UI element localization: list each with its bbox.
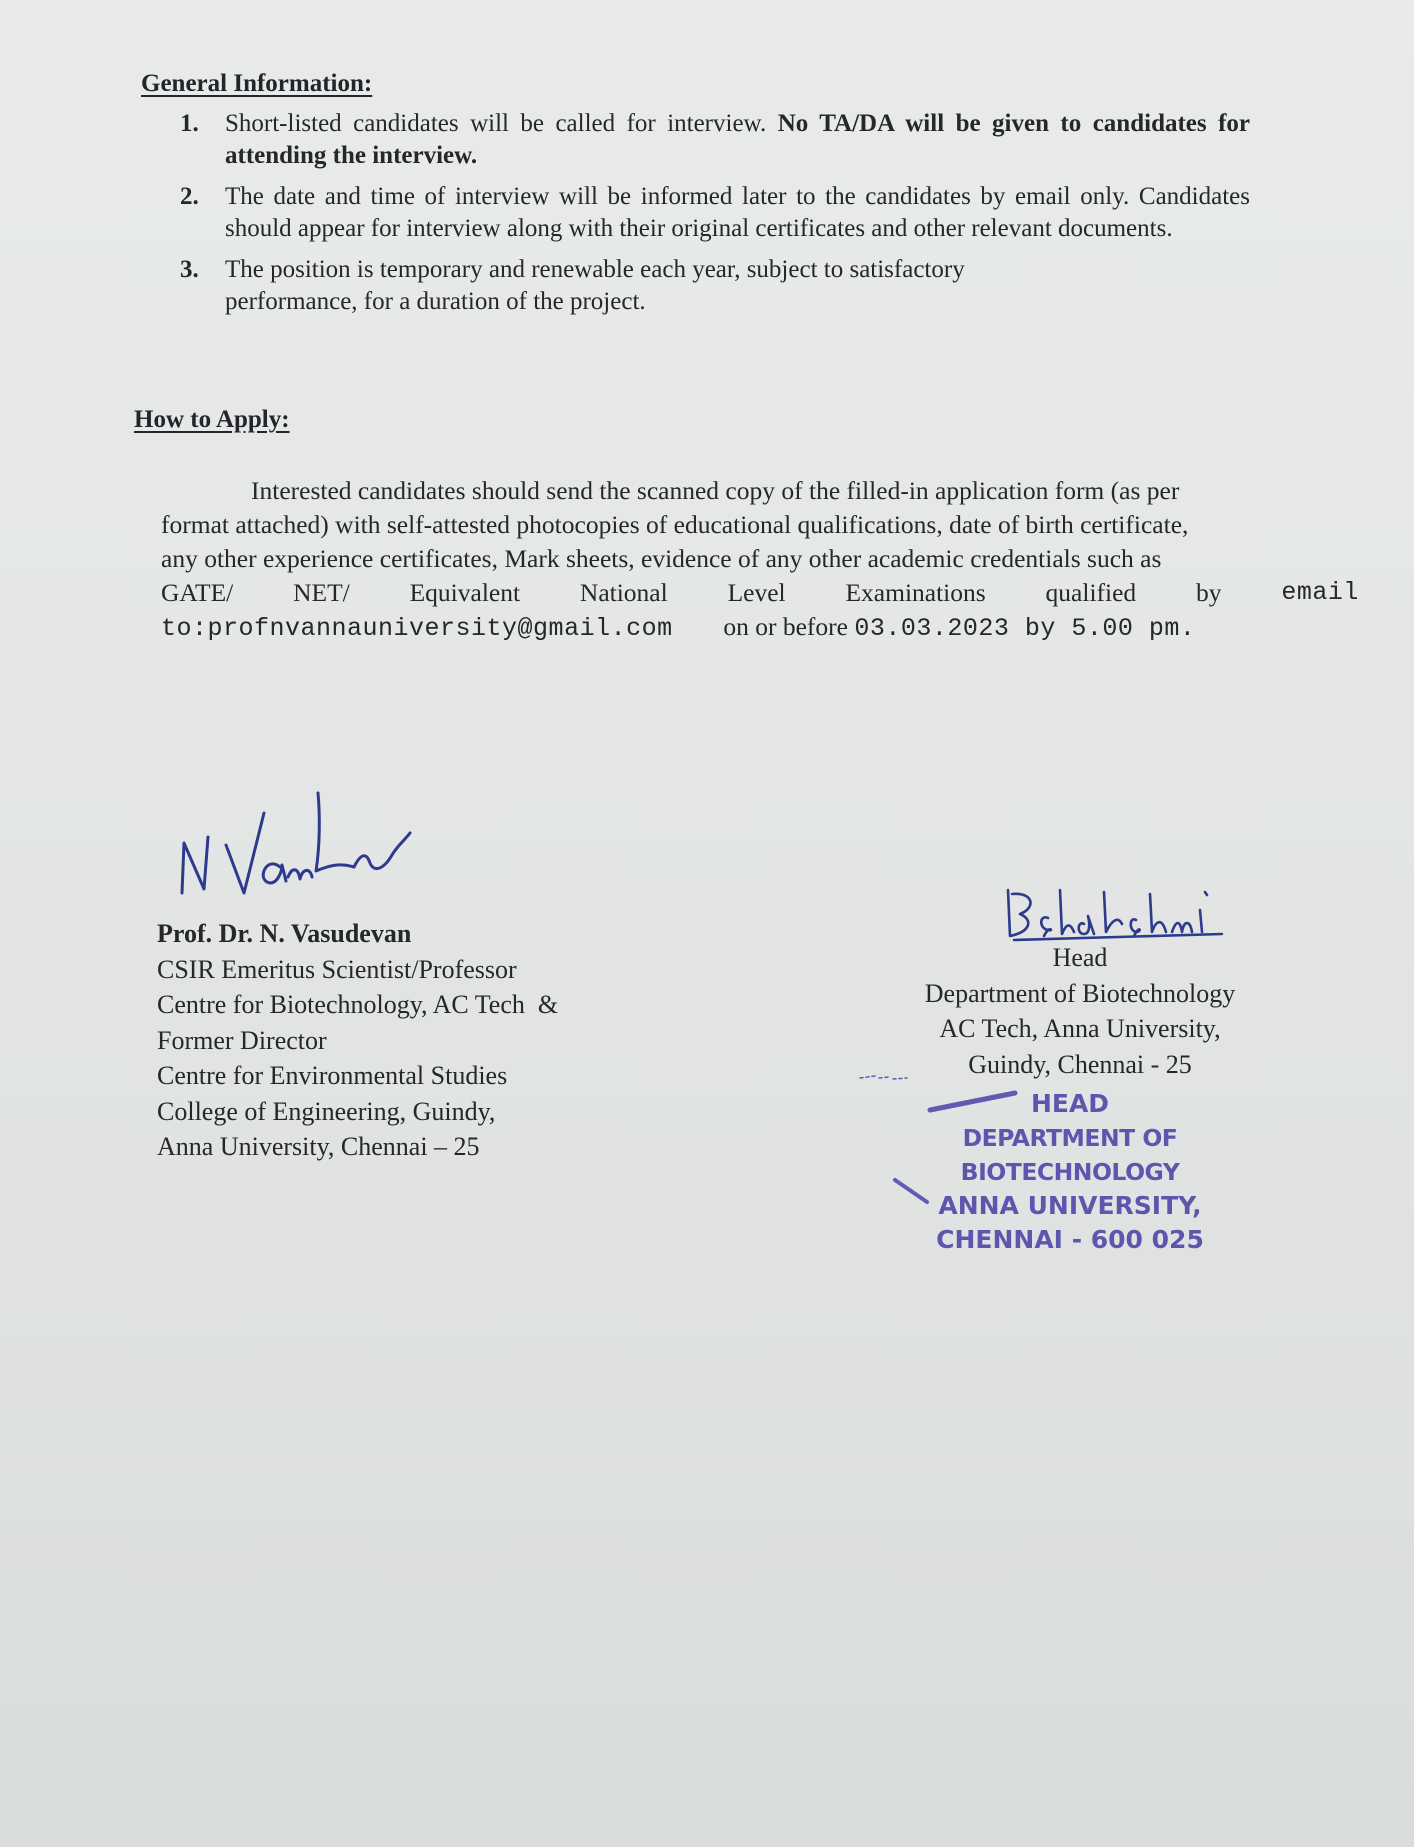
apply-word: qualified [1045,578,1137,607]
general-information-heading: General Information: [141,70,373,97]
apply-word: Examinations [845,578,986,607]
stamp-line: CHENNAI - 600 025 [936,1225,1204,1254]
apply-word: email [1281,578,1359,607]
stamp-line: ANNA UNIVERSITY, [938,1191,1202,1220]
apply-word: GATE/ [161,578,234,607]
list-item [175,181,1250,245]
apply-word: Level [727,578,786,607]
left-signatory-line: College of Engineering, Guindy, [157,1096,496,1126]
stamp-line: DEPARTMENT OF BIOTECHNOLOGY [960,1124,1180,1186]
left-signatory-name: Prof. Dr. N. Vasudevan [157,919,412,948]
apply-word: NET/ [293,578,350,607]
item-1-bold-text: No TA/DA will be given to candidates for attending the interview. [225,110,1250,169]
left-signatory-line: Anna University, Chennai – 25 [157,1132,480,1161]
item-3-line-2: performance, for a duration of the project. [225,288,646,315]
list-item [175,108,1250,172]
list-item-text [225,254,1250,318]
left-signatory-line: CSIR Emeritus Scientist/Professor [157,954,517,984]
stamp-line: HEAD [1030,1089,1110,1118]
deadline-date: 03.03.2023 by 5.00 pm. [854,614,1196,643]
apply-line-2: format attached) with self-attested photocopies of educational qualifications, date of birth certificate, [161,510,1189,539]
right-signatory-line: AC Tech, Anna University, [939,1014,1221,1043]
list-item-number: 2. [180,183,199,210]
left-signatory-line: Former Director [157,1025,327,1055]
apply-word: by [1196,578,1222,607]
list-item-number: 1. [180,110,199,137]
application-email[interactable]: to:profnvannauniversity@gmail.com [161,614,673,643]
apply-line-1 [161,474,1359,508]
apply-word: Equivalent [409,578,521,607]
left-signatory-line: Centre for Biotechnology, AC Tech & [157,990,559,1019]
list-item-text: The date and time of interview will be informed later to the candidates by email only. Candidates should appear for interview along with their original certificates and other relevant documents. [225,183,1250,242]
list-item-text [225,108,1250,172]
apply-line-1-text: Interested candidates should send the scanned copy of the filled-in application form (as per [251,476,1180,505]
apply-line-5 [161,610,1359,646]
left-signatory-block [157,916,558,1165]
right-signatory-line: Guindy, Chennai - 25 [968,1049,1192,1079]
department-stamp [860,1087,1280,1257]
list-item [175,254,1250,318]
left-signatory-line: Centre for Environmental Studies [157,1061,508,1090]
right-signatory-line: Head [1052,943,1108,972]
general-information-list [175,108,1250,327]
deadline-prefix: on or before [723,612,855,641]
apply-word: National [579,578,668,607]
how-to-apply-heading: How to Apply: [134,406,290,433]
how-to-apply-paragraph [161,474,1359,646]
apply-line-4 [161,576,1359,610]
apply-line-3: any other experience certificates, Mark sheets, evidence of any other academic credentials such as [161,544,1162,573]
left-signature-icon [170,785,440,905]
right-signatory-line: Department of Biotechnology [924,978,1236,1008]
list-item-number: 3. [180,256,199,283]
item-3-line-1: The position is temporary and renewable each year, subject to satisfactory [225,256,965,283]
item-1-plain-text: Short-listed candidates will be called for interview. [225,110,778,137]
